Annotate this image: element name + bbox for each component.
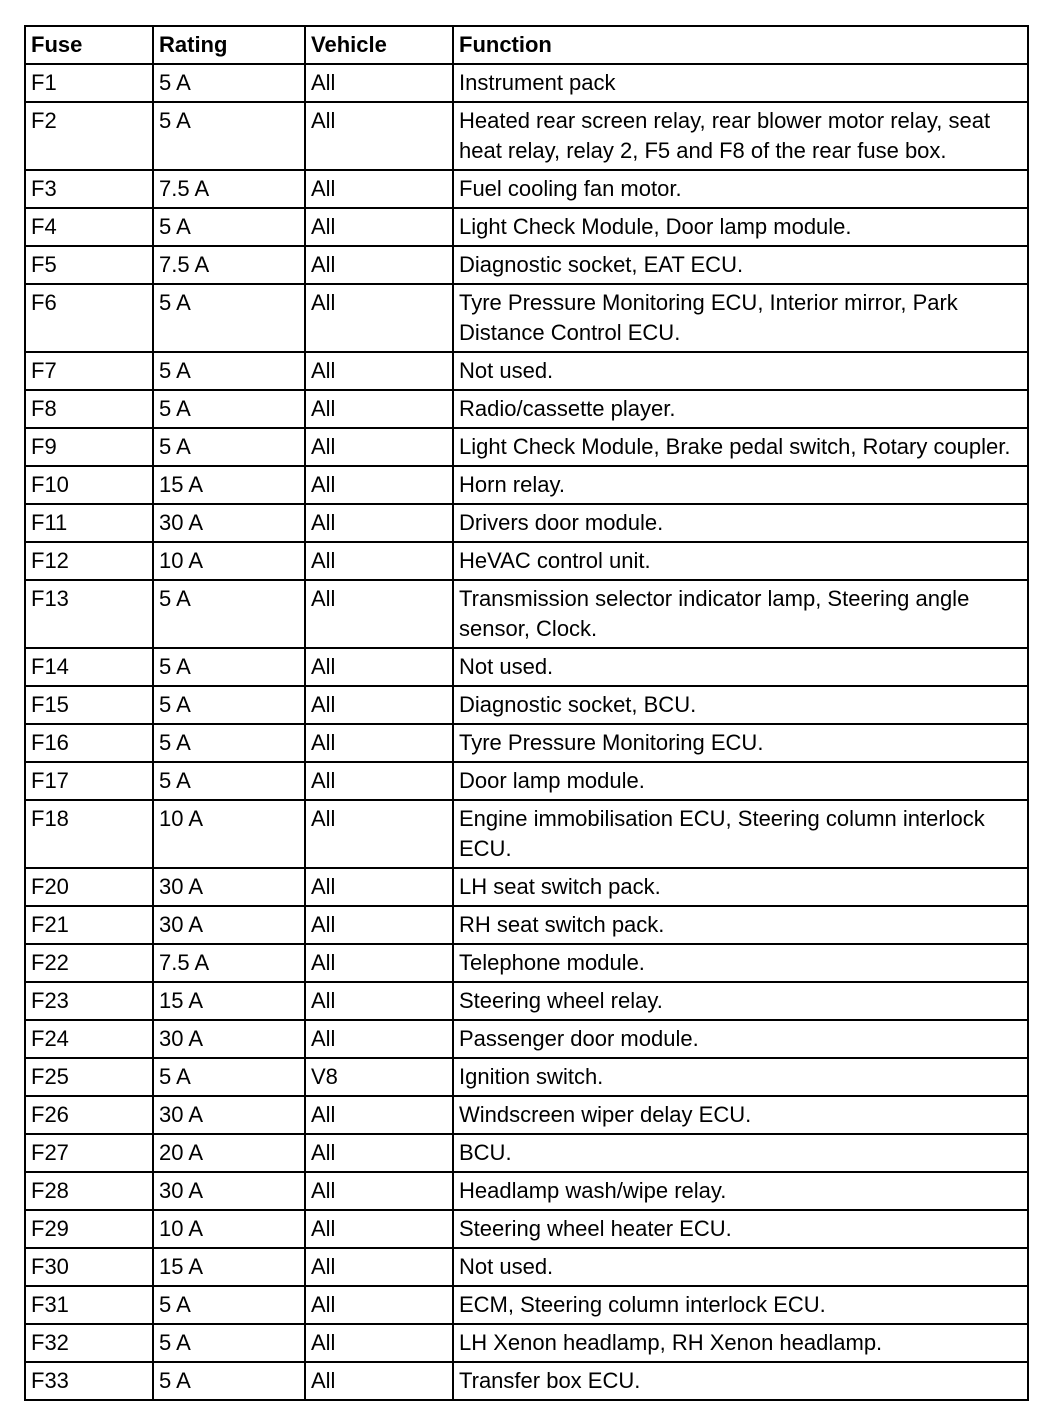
cell-rating: 5 A — [153, 1058, 305, 1096]
cell-fuse: F24 — [25, 1020, 153, 1058]
cell-function: Engine immobilisation ECU, Steering column interlock ECU. — [453, 800, 1028, 868]
cell-rating: 30 A — [153, 1020, 305, 1058]
table-row — [25, 982, 1028, 1020]
cell-rating: 5 A — [153, 284, 305, 352]
cell-vehicle: All — [305, 580, 453, 648]
cell-function: Not used. — [453, 352, 1028, 390]
table-row — [25, 102, 1028, 170]
cell-rating: 5 A — [153, 1286, 305, 1324]
cell-fuse: F20 — [25, 868, 153, 906]
table-row — [25, 1096, 1028, 1134]
cell-rating: 5 A — [153, 1324, 305, 1362]
cell-fuse: F30 — [25, 1248, 153, 1286]
cell-rating: 7.5 A — [153, 246, 305, 284]
cell-vehicle: All — [305, 1172, 453, 1210]
table-row — [25, 504, 1028, 542]
cell-rating: 5 A — [153, 208, 305, 246]
cell-function: Drivers door module. — [453, 504, 1028, 542]
cell-rating: 5 A — [153, 762, 305, 800]
cell-fuse: F11 — [25, 504, 153, 542]
cell-rating: 5 A — [153, 352, 305, 390]
cell-rating: 5 A — [153, 1362, 305, 1400]
cell-vehicle: All — [305, 906, 453, 944]
cell-function: Diagnostic socket, BCU. — [453, 686, 1028, 724]
cell-fuse: F25 — [25, 1058, 153, 1096]
cell-rating: 5 A — [153, 580, 305, 648]
cell-vehicle: All — [305, 982, 453, 1020]
cell-fuse: F1 — [25, 64, 153, 102]
cell-function: HeVAC control unit. — [453, 542, 1028, 580]
cell-fuse: F9 — [25, 428, 153, 466]
cell-rating: 5 A — [153, 64, 305, 102]
cell-function: LH seat switch pack. — [453, 868, 1028, 906]
table-row — [25, 944, 1028, 982]
cell-vehicle: All — [305, 762, 453, 800]
table-row — [25, 1286, 1028, 1324]
table-row — [25, 724, 1028, 762]
cell-rating: 5 A — [153, 648, 305, 686]
cell-rating: 30 A — [153, 906, 305, 944]
cell-vehicle: All — [305, 390, 453, 428]
table-row — [25, 580, 1028, 648]
cell-vehicle: All — [305, 246, 453, 284]
cell-vehicle: All — [305, 1210, 453, 1248]
table-row — [25, 1324, 1028, 1362]
table-row — [25, 1020, 1028, 1058]
table-row — [25, 170, 1028, 208]
header-rating: Rating — [153, 26, 305, 64]
cell-function: Headlamp wash/wipe relay. — [453, 1172, 1028, 1210]
cell-fuse: F10 — [25, 466, 153, 504]
table-row — [25, 64, 1028, 102]
cell-vehicle: All — [305, 504, 453, 542]
cell-function: Steering wheel heater ECU. — [453, 1210, 1028, 1248]
cell-fuse: F16 — [25, 724, 153, 762]
cell-vehicle: All — [305, 1134, 453, 1172]
cell-function: Diagnostic socket, EAT ECU. — [453, 246, 1028, 284]
cell-vehicle: All — [305, 542, 453, 580]
cell-fuse: F4 — [25, 208, 153, 246]
cell-rating: 5 A — [153, 390, 305, 428]
table-row — [25, 648, 1028, 686]
cell-function: Ignition switch. — [453, 1058, 1028, 1096]
cell-fuse: F31 — [25, 1286, 153, 1324]
table-row — [25, 762, 1028, 800]
cell-vehicle: All — [305, 944, 453, 982]
cell-fuse: F8 — [25, 390, 153, 428]
cell-fuse: F2 — [25, 102, 153, 170]
cell-vehicle: All — [305, 352, 453, 390]
cell-vehicle: All — [305, 648, 453, 686]
cell-fuse: F28 — [25, 1172, 153, 1210]
cell-fuse: F27 — [25, 1134, 153, 1172]
cell-vehicle: All — [305, 1286, 453, 1324]
cell-fuse: F26 — [25, 1096, 153, 1134]
table-row — [25, 686, 1028, 724]
cell-vehicle: All — [305, 1362, 453, 1400]
header-function: Function — [453, 26, 1028, 64]
cell-rating: 15 A — [153, 466, 305, 504]
cell-fuse: F13 — [25, 580, 153, 648]
cell-vehicle: All — [305, 466, 453, 504]
cell-fuse: F33 — [25, 1362, 153, 1400]
cell-function: Steering wheel relay. — [453, 982, 1028, 1020]
cell-rating: 5 A — [153, 686, 305, 724]
cell-function: ECM, Steering column interlock ECU. — [453, 1286, 1028, 1324]
cell-vehicle: All — [305, 800, 453, 868]
cell-function: Not used. — [453, 648, 1028, 686]
header-fuse: Fuse — [25, 26, 153, 64]
table-header-row — [25, 26, 1028, 64]
cell-function: Light Check Module, Brake pedal switch, Rotary coupler. — [453, 428, 1028, 466]
cell-vehicle: All — [305, 428, 453, 466]
cell-function: BCU. — [453, 1134, 1028, 1172]
table-row — [25, 906, 1028, 944]
table-row — [25, 466, 1028, 504]
cell-vehicle: All — [305, 1248, 453, 1286]
table-row — [25, 1362, 1028, 1400]
cell-vehicle: All — [305, 208, 453, 246]
table-row — [25, 390, 1028, 428]
cell-fuse: F29 — [25, 1210, 153, 1248]
cell-vehicle: All — [305, 724, 453, 762]
cell-function: Radio/cassette player. — [453, 390, 1028, 428]
table-row — [25, 1248, 1028, 1286]
cell-vehicle: All — [305, 170, 453, 208]
cell-fuse: F21 — [25, 906, 153, 944]
cell-fuse: F3 — [25, 170, 153, 208]
cell-vehicle: All — [305, 1096, 453, 1134]
table-row — [25, 868, 1028, 906]
table-row — [25, 800, 1028, 868]
cell-vehicle: All — [305, 102, 453, 170]
cell-function: Horn relay. — [453, 466, 1028, 504]
cell-fuse: F12 — [25, 542, 153, 580]
fuse-table — [24, 25, 1029, 1401]
cell-rating: 5 A — [153, 428, 305, 466]
cell-fuse: F23 — [25, 982, 153, 1020]
cell-function: Tyre Pressure Monitoring ECU. — [453, 724, 1028, 762]
cell-function: Fuel cooling fan motor. — [453, 170, 1028, 208]
cell-function: Transfer box ECU. — [453, 1362, 1028, 1400]
cell-rating: 7.5 A — [153, 170, 305, 208]
table-row — [25, 1134, 1028, 1172]
cell-fuse: F17 — [25, 762, 153, 800]
cell-function: Windscreen wiper delay ECU. — [453, 1096, 1028, 1134]
table-row — [25, 284, 1028, 352]
table-row — [25, 1058, 1028, 1096]
cell-rating: 10 A — [153, 1210, 305, 1248]
header-vehicle: Vehicle — [305, 26, 453, 64]
cell-rating: 7.5 A — [153, 944, 305, 982]
table-row — [25, 208, 1028, 246]
cell-vehicle: All — [305, 1324, 453, 1362]
cell-fuse: F15 — [25, 686, 153, 724]
cell-fuse: F14 — [25, 648, 153, 686]
cell-function: Passenger door module. — [453, 1020, 1028, 1058]
cell-vehicle: All — [305, 284, 453, 352]
table-row — [25, 542, 1028, 580]
cell-function: Light Check Module, Door lamp module. — [453, 208, 1028, 246]
table-body — [25, 64, 1028, 1400]
cell-fuse: F18 — [25, 800, 153, 868]
cell-rating: 10 A — [153, 800, 305, 868]
cell-function: Telephone module. — [453, 944, 1028, 982]
cell-function: Not used. — [453, 1248, 1028, 1286]
cell-fuse: F22 — [25, 944, 153, 982]
cell-rating: 5 A — [153, 102, 305, 170]
cell-vehicle: All — [305, 686, 453, 724]
cell-function: Door lamp module. — [453, 762, 1028, 800]
cell-function: Transmission selector indicator lamp, Steering angle sensor, Clock. — [453, 580, 1028, 648]
cell-fuse: F7 — [25, 352, 153, 390]
cell-rating: 30 A — [153, 1096, 305, 1134]
cell-rating: 5 A — [153, 724, 305, 762]
cell-rating: 30 A — [153, 868, 305, 906]
table-row — [25, 428, 1028, 466]
table-row — [25, 352, 1028, 390]
cell-function: Instrument pack — [453, 64, 1028, 102]
cell-function: RH seat switch pack. — [453, 906, 1028, 944]
cell-rating: 30 A — [153, 1172, 305, 1210]
table-row — [25, 246, 1028, 284]
cell-function: LH Xenon headlamp, RH Xenon headlamp. — [453, 1324, 1028, 1362]
cell-fuse: F32 — [25, 1324, 153, 1362]
cell-vehicle: All — [305, 868, 453, 906]
cell-rating: 30 A — [153, 504, 305, 542]
cell-fuse: F6 — [25, 284, 153, 352]
cell-rating: 15 A — [153, 1248, 305, 1286]
cell-function: Tyre Pressure Monitoring ECU, Interior mirror, Park Distance Control ECU. — [453, 284, 1028, 352]
cell-vehicle: V8 — [305, 1058, 453, 1096]
cell-rating: 10 A — [153, 542, 305, 580]
cell-fuse: F5 — [25, 246, 153, 284]
cell-vehicle: All — [305, 64, 453, 102]
cell-rating: 15 A — [153, 982, 305, 1020]
table-row — [25, 1172, 1028, 1210]
cell-vehicle: All — [305, 1020, 453, 1058]
cell-function: Heated rear screen relay, rear blower motor relay, seat heat relay, relay 2, F5 and F8 of the rear fuse box. — [453, 102, 1028, 170]
cell-rating: 20 A — [153, 1134, 305, 1172]
table-row — [25, 1210, 1028, 1248]
